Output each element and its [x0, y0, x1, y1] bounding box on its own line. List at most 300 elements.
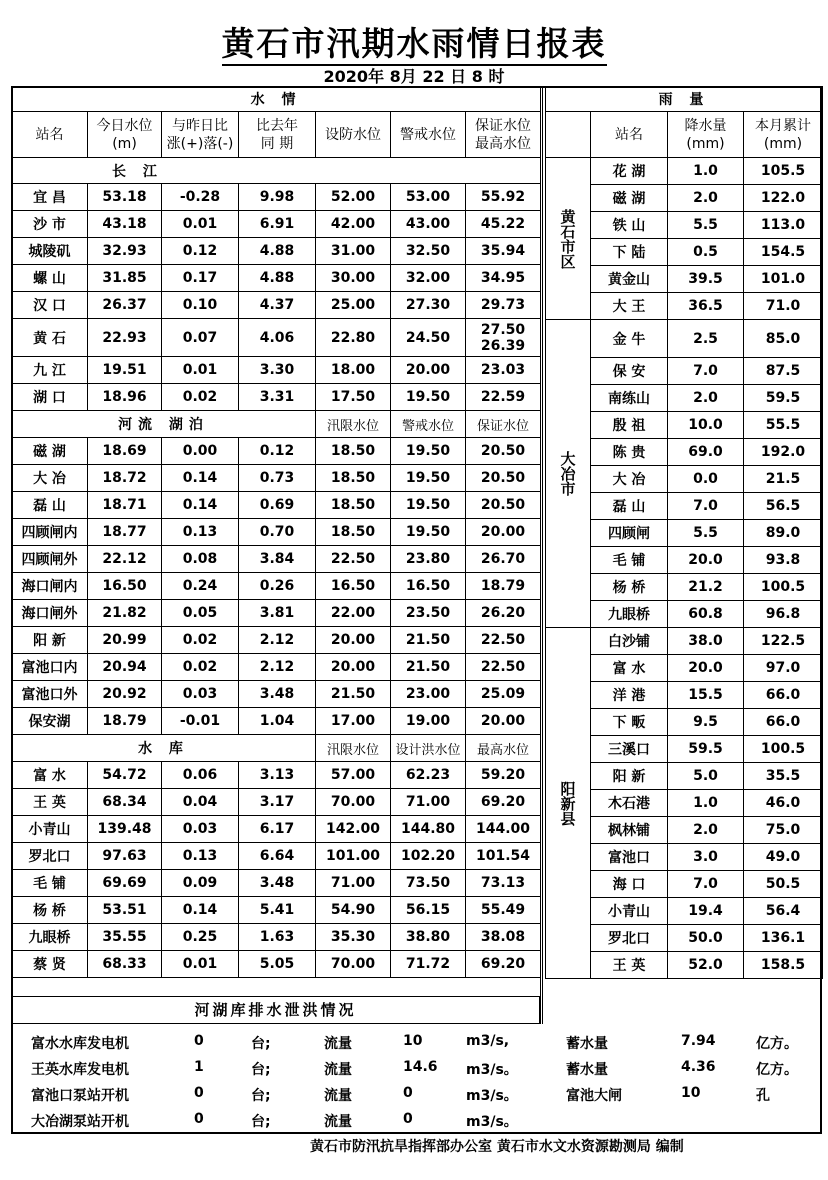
table-cell: 0.14: [162, 465, 239, 492]
column-divider: [540, 996, 543, 1024]
rain-station-name: 大 冶: [591, 466, 668, 493]
rain-station-name: 黄金山: [591, 266, 668, 293]
rain-station-name: 殷 祖: [591, 412, 668, 439]
table-cell: 3.84: [239, 546, 316, 573]
rain-header: 雨 量: [546, 87, 823, 112]
table-cell: 87.5: [744, 358, 823, 385]
table-cell: 56.4: [744, 898, 823, 925]
column-header: 设计洪水位: [391, 735, 466, 762]
table-cell: 56.5: [744, 493, 823, 520]
drain-flow-unit: m3/s,: [466, 1033, 510, 1049]
table-cell: 68.34: [88, 789, 162, 816]
table-cell: 0.14: [162, 897, 239, 924]
table-row: [12, 546, 541, 573]
table-cell: 31.00: [316, 238, 391, 265]
drain-count: 0: [194, 1085, 204, 1101]
table-cell: 32.50: [391, 238, 466, 265]
drain-flow-label: 流量: [324, 1036, 352, 1052]
drain-name: 大冶湖泵站开机: [31, 1114, 129, 1130]
table-cell: 0.01: [162, 357, 239, 384]
table-cell: 0.01: [162, 211, 239, 238]
table-cell: 4.88: [239, 265, 316, 292]
table-cell: 36.5: [668, 293, 744, 320]
table-cell: 21.50: [391, 627, 466, 654]
table-row: [546, 628, 823, 655]
table-cell: 19.50: [391, 384, 466, 411]
table-cell: 100.5: [744, 736, 823, 763]
table-cell: 6.17: [239, 816, 316, 843]
drain-flow: 0: [403, 1085, 413, 1101]
table-cell: 25.00: [316, 292, 391, 319]
table-cell: 15.5: [668, 682, 744, 709]
table-cell: 21.50: [391, 654, 466, 681]
rain-station-name: 南练山: [591, 385, 668, 412]
drain-flow: 14.6: [403, 1059, 438, 1075]
station-name: 王 英: [12, 789, 88, 816]
table-cell: 3.13: [239, 762, 316, 789]
table-cell: 10.0: [668, 412, 744, 439]
table-cell: 50.5: [744, 871, 823, 898]
drain-row: [11, 1106, 822, 1133]
drain-flow-unit: m3/s。: [466, 1114, 518, 1130]
column-header: 汛限水位: [316, 735, 391, 762]
water-section-header: [12, 87, 541, 112]
table-cell: 39.5: [668, 266, 744, 293]
table-cell: 0.04: [162, 789, 239, 816]
table-cell: 27.50 26.39: [466, 319, 541, 357]
table-cell: 3.48: [239, 870, 316, 897]
drain-extra-val: 10: [681, 1085, 701, 1101]
drain-flow-label: 流量: [324, 1114, 352, 1130]
table-cell: -0.28: [162, 184, 239, 211]
table-cell: 1.63: [239, 924, 316, 951]
table-cell: 4.88: [239, 238, 316, 265]
table-cell: 0.02: [162, 384, 239, 411]
table-cell: 26.20: [466, 600, 541, 627]
region-header: [546, 112, 591, 158]
table-cell: 0.70: [239, 519, 316, 546]
table-cell: 2.5: [668, 320, 744, 358]
table-cell: 54.72: [88, 762, 162, 789]
table-cell: 19.50: [391, 438, 466, 465]
region-label: 阳新县: [546, 628, 591, 979]
table-cell: 42.00: [316, 211, 391, 238]
drain-extra-label: 蓄水量: [566, 1036, 608, 1052]
station-name: 四顾闸外: [12, 546, 88, 573]
section-rivers: 河流 湖泊: [12, 411, 316, 438]
table-cell: 25.09: [466, 681, 541, 708]
table-row: [12, 600, 541, 627]
table-cell: 30.00: [316, 265, 391, 292]
table-row: [546, 320, 823, 358]
table-cell: -0.01: [162, 708, 239, 735]
table-cell: 0.01: [162, 951, 239, 978]
rain-station-name: 金 牛: [591, 320, 668, 358]
table-cell: 101.54: [466, 843, 541, 870]
column-header: 本月累计 (mm): [744, 112, 823, 158]
drain-name: 富水水库发电机: [31, 1036, 129, 1052]
water-header: 水 情: [12, 87, 541, 112]
table-row: [546, 158, 823, 185]
drain-count: 0: [194, 1111, 204, 1127]
table-cell: 53.51: [88, 897, 162, 924]
station-name: 城陵矶: [12, 238, 88, 265]
table-cell: 2.0: [668, 817, 744, 844]
column-header: 比去年 同 期: [239, 112, 316, 158]
table-cell: 1.0: [668, 158, 744, 185]
table-cell: 20.50: [466, 438, 541, 465]
table-cell: 18.00: [316, 357, 391, 384]
table-cell: 16.50: [391, 573, 466, 600]
table-cell: 19.4: [668, 898, 744, 925]
table-cell: 0.25: [162, 924, 239, 951]
table-cell: 22.50: [466, 627, 541, 654]
table-cell: 97.0: [744, 655, 823, 682]
table-cell: 154.5: [744, 239, 823, 266]
table-cell: 52.0: [668, 952, 744, 979]
rain-station-name: 下 陆: [591, 239, 668, 266]
table-cell: 100.5: [744, 574, 823, 601]
table-cell: 23.50: [391, 600, 466, 627]
table-cell: 66.0: [744, 682, 823, 709]
table-cell: 52.00: [316, 184, 391, 211]
table-cell: 22.50: [466, 654, 541, 681]
station-name: 汉 口: [12, 292, 88, 319]
table-cell: 35.94: [466, 238, 541, 265]
table-row: [12, 265, 541, 292]
table-cell: 6.64: [239, 843, 316, 870]
drain-flow: 0: [403, 1111, 413, 1127]
table-cell: 0.24: [162, 573, 239, 600]
table-cell: 29.73: [466, 292, 541, 319]
table-cell: 18.77: [88, 519, 162, 546]
table-cell: 19.51: [88, 357, 162, 384]
station-name: 罗北口: [12, 843, 88, 870]
station-name: 螺 山: [12, 265, 88, 292]
table-cell: 62.23: [391, 762, 466, 789]
column-divider: [540, 86, 543, 996]
table-cell: 0.12: [239, 438, 316, 465]
table-row: [12, 238, 541, 265]
table-cell: 2.0: [668, 385, 744, 412]
station-name: 九眼桥: [12, 924, 88, 951]
station-name: 宜 昌: [12, 184, 88, 211]
table-row: [12, 438, 541, 465]
table-cell: 1.04: [239, 708, 316, 735]
table-cell: 20.00: [391, 357, 466, 384]
table-cell: 21.2: [668, 574, 744, 601]
drain-name: 富池口泵站开机: [31, 1088, 129, 1104]
table-row: [12, 211, 541, 238]
table-cell: 22.00: [316, 600, 391, 627]
table-cell: 22.50: [316, 546, 391, 573]
drain-count: 0: [194, 1033, 204, 1049]
section-changjiang: 长 江: [12, 158, 541, 184]
table-cell: 113.0: [744, 212, 823, 239]
drain-unit: 台;: [251, 1114, 271, 1130]
table-row: [12, 870, 541, 897]
table-cell: 0.05: [162, 600, 239, 627]
table-cell: 20.00: [466, 708, 541, 735]
table-cell: 45.22: [466, 211, 541, 238]
rain-station-name: 白沙铺: [591, 628, 668, 655]
table-cell: 5.0: [668, 763, 744, 790]
station-name: 磊 山: [12, 492, 88, 519]
table-cell: 73.13: [466, 870, 541, 897]
rain-station-name: 富 水: [591, 655, 668, 682]
table-cell: 85.0: [744, 320, 823, 358]
table-row: [12, 465, 541, 492]
table-cell: 71.00: [316, 870, 391, 897]
station-name: 富 水: [12, 762, 88, 789]
table-cell: 43.18: [88, 211, 162, 238]
table-cell: 38.08: [466, 924, 541, 951]
table-row: [12, 573, 541, 600]
table-row: [12, 627, 541, 654]
table-cell: 54.90: [316, 897, 391, 924]
table-cell: 136.1: [744, 925, 823, 952]
station-name: 四顾闸内: [12, 519, 88, 546]
rain-station-name: 罗北口: [591, 925, 668, 952]
table-cell: 0.26: [239, 573, 316, 600]
table-cell: 43.00: [391, 211, 466, 238]
table-cell: 69.0: [668, 439, 744, 466]
table-cell: 17.50: [316, 384, 391, 411]
column-header-row: [12, 112, 541, 158]
drain-extra-label: 富池大闸: [566, 1088, 622, 1104]
table-cell: 71.72: [391, 951, 466, 978]
table-cell: 7.0: [668, 358, 744, 385]
table-cell: 71.0: [744, 293, 823, 320]
table-cell: 139.48: [88, 816, 162, 843]
table-cell: 20.00: [316, 654, 391, 681]
drain-count: 1: [194, 1059, 204, 1075]
drain-flow-label: 流量: [324, 1062, 352, 1078]
station-name: 九 江: [12, 357, 88, 384]
table-row: [12, 951, 541, 978]
rain-station-name: 阳 新: [591, 763, 668, 790]
station-name: 蔡 贤: [12, 951, 88, 978]
drain-row: [11, 1054, 822, 1081]
rain-station-name: 海 口: [591, 871, 668, 898]
table-cell: 26.37: [88, 292, 162, 319]
table-cell: 18.71: [88, 492, 162, 519]
section-row: [12, 735, 541, 762]
table-cell: 34.95: [466, 265, 541, 292]
table-cell: 18.50: [316, 465, 391, 492]
table-cell: 17.00: [316, 708, 391, 735]
table-cell: 0.03: [162, 816, 239, 843]
rain-station-name: 花 湖: [591, 158, 668, 185]
table-cell: 68.33: [88, 951, 162, 978]
table-cell: 38.0: [668, 628, 744, 655]
table-cell: 0.17: [162, 265, 239, 292]
table-cell: 144.80: [391, 816, 466, 843]
column-header: 站名: [12, 112, 88, 158]
rain-station-name: 下 畈: [591, 709, 668, 736]
table-cell: 5.05: [239, 951, 316, 978]
drain-unit: 台;: [251, 1088, 271, 1104]
table-cell: 3.48: [239, 681, 316, 708]
table-cell: 0.02: [162, 654, 239, 681]
drain-row: [11, 1028, 822, 1055]
column-header: 与昨日比 涨(+)落(-): [162, 112, 239, 158]
footer: 黄石市防汛抗旱指挥部办公室 黄石市水文水资源勘测局 编制: [310, 1139, 684, 1155]
station-name: 杨 桥: [12, 897, 88, 924]
table-cell: 60.8: [668, 601, 744, 628]
table-cell: 16.50: [88, 573, 162, 600]
rain-station-name: 富池口: [591, 844, 668, 871]
drain-unit: 台;: [251, 1062, 271, 1078]
table-cell: 2.12: [239, 654, 316, 681]
section-reservoirs: 水 库: [12, 735, 316, 762]
table-cell: 5.5: [668, 212, 744, 239]
rain-station-name: 枫林铺: [591, 817, 668, 844]
table-cell: 20.94: [88, 654, 162, 681]
table-cell: 46.0: [744, 790, 823, 817]
column-header: 降水量 (mm): [668, 112, 744, 158]
table-cell: 4.37: [239, 292, 316, 319]
table-cell: 0.07: [162, 319, 239, 357]
table-cell: 0.73: [239, 465, 316, 492]
table-cell: 101.0: [744, 266, 823, 293]
table-cell: 0.13: [162, 843, 239, 870]
table-cell: 21.82: [88, 600, 162, 627]
column-header: 今日水位 (m): [88, 112, 162, 158]
table-row: [12, 762, 541, 789]
drain-name: 王英水库发电机: [31, 1062, 129, 1078]
table-cell: 9.5: [668, 709, 744, 736]
table-cell: 22.93: [88, 319, 162, 357]
table-cell: 19.50: [391, 465, 466, 492]
drain-extra-unit: 亿方。: [756, 1036, 798, 1052]
table-cell: 20.99: [88, 627, 162, 654]
rain-station-name: 大 王: [591, 293, 668, 320]
table-cell: 97.63: [88, 843, 162, 870]
table-cell: 18.79: [466, 573, 541, 600]
drain-flow-unit: m3/s。: [466, 1088, 518, 1104]
station-name: 小青山: [12, 816, 88, 843]
table-cell: 20.0: [668, 655, 744, 682]
station-name: 大 冶: [12, 465, 88, 492]
table-cell: 20.50: [466, 492, 541, 519]
table-cell: 27.30: [391, 292, 466, 319]
drain-extra-val: 4.36: [681, 1059, 716, 1075]
table-cell: 35.5: [744, 763, 823, 790]
table-cell: 59.5: [668, 736, 744, 763]
column-header: 警戒水位: [391, 112, 466, 158]
rain-table: [545, 86, 823, 979]
station-name: 富池口外: [12, 681, 88, 708]
table-cell: 158.5: [744, 952, 823, 979]
table-cell: 20.50: [466, 465, 541, 492]
table-cell: 0.09: [162, 870, 239, 897]
table-cell: 53.18: [88, 184, 162, 211]
table-row: [12, 897, 541, 924]
table-cell: 21.5: [744, 466, 823, 493]
table-cell: 0.02: [162, 627, 239, 654]
table-cell: 19.50: [391, 519, 466, 546]
table-cell: 9.98: [239, 184, 316, 211]
table-row: [12, 654, 541, 681]
table-cell: 0.13: [162, 519, 239, 546]
table-cell: 59.5: [744, 385, 823, 412]
table-cell: 32.00: [391, 265, 466, 292]
table-cell: 35.30: [316, 924, 391, 951]
station-name: 黄 石: [12, 319, 88, 357]
drain-extra-label: 蓄水量: [566, 1062, 608, 1078]
drain-title: 河湖库排水泄洪情况: [11, 996, 540, 1024]
rain-station-name: 三溪口: [591, 736, 668, 763]
report-date: 2020年 8月 22 日 8 时: [323, 67, 505, 86]
column-header: 汛限水位: [316, 411, 391, 438]
table-cell: 96.8: [744, 601, 823, 628]
table-cell: 2.12: [239, 627, 316, 654]
table-cell: 1.0: [668, 790, 744, 817]
table-cell: 73.50: [391, 870, 466, 897]
table-cell: 0.03: [162, 681, 239, 708]
table-cell: 2.0: [668, 185, 744, 212]
table-cell: 71.00: [391, 789, 466, 816]
table-cell: 122.0: [744, 185, 823, 212]
table-row: [12, 789, 541, 816]
rain-station-name: 九眼桥: [591, 601, 668, 628]
table-cell: 23.00: [391, 681, 466, 708]
table-cell: 20.0: [668, 547, 744, 574]
table-cell: 35.55: [88, 924, 162, 951]
table-cell: 3.31: [239, 384, 316, 411]
table-cell: 18.79: [88, 708, 162, 735]
drain-flow: 10: [403, 1033, 423, 1049]
table-cell: 21.50: [316, 681, 391, 708]
table-cell: 19.50: [391, 492, 466, 519]
table-cell: 49.0: [744, 844, 823, 871]
table-cell: 23.03: [466, 357, 541, 384]
table-cell: 0.08: [162, 546, 239, 573]
drain-unit: 台;: [251, 1036, 271, 1052]
station-name: 海口闸外: [12, 600, 88, 627]
table-cell: 192.0: [744, 439, 823, 466]
table-cell: 57.00: [316, 762, 391, 789]
table-cell: 55.92: [466, 184, 541, 211]
table-cell: 0.12: [162, 238, 239, 265]
rain-station-name: 磁 湖: [591, 185, 668, 212]
drain-extra-unit: 孔: [756, 1088, 770, 1104]
table-cell: 66.0: [744, 709, 823, 736]
section-row: [12, 411, 541, 438]
table-cell: 18.50: [316, 519, 391, 546]
water-table: [11, 86, 541, 978]
column-header-row: [546, 112, 823, 158]
rain-station-name: 小青山: [591, 898, 668, 925]
table-cell: 70.00: [316, 951, 391, 978]
station-name: 磁 湖: [12, 438, 88, 465]
table-row: [12, 816, 541, 843]
column-header: 警戒水位: [391, 411, 466, 438]
column-header: 保证水位 最高水位: [466, 112, 541, 158]
table-row: [12, 519, 541, 546]
station-name: 海口闸内: [12, 573, 88, 600]
drain-extra-unit: 亿方。: [756, 1062, 798, 1078]
station-name: 毛 铺: [12, 870, 88, 897]
table-cell: 75.0: [744, 817, 823, 844]
table-cell: 18.50: [316, 492, 391, 519]
rain-station-name: 杨 桥: [591, 574, 668, 601]
station-name: 沙 市: [12, 211, 88, 238]
table-cell: 19.00: [391, 708, 466, 735]
table-cell: 22.59: [466, 384, 541, 411]
table-cell: 20.00: [466, 519, 541, 546]
